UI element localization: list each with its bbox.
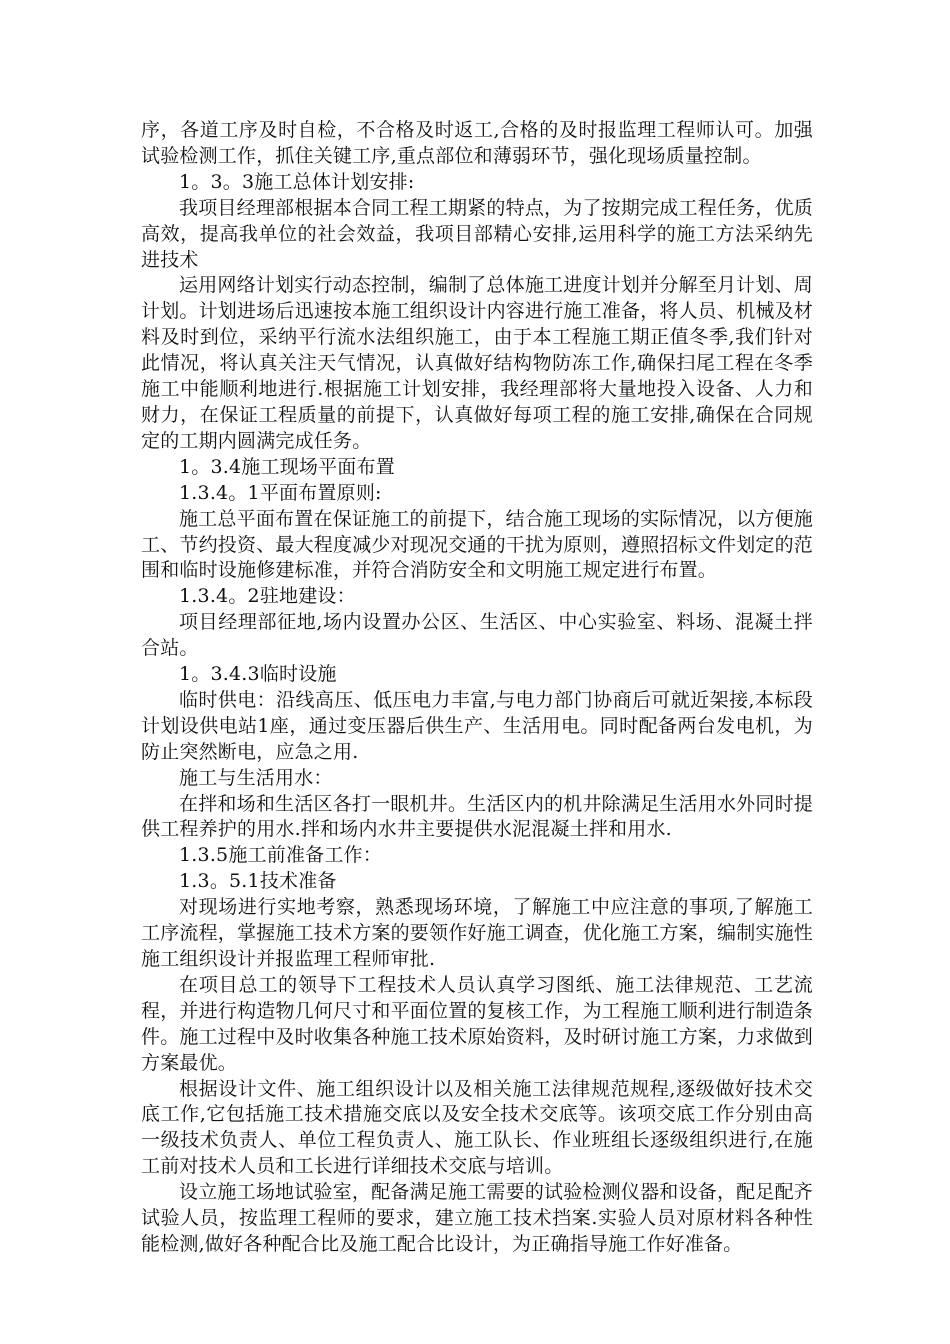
paragraph: 施工与生活用水：: [179, 766, 333, 789]
paragraph: 临时供电：沿线高压、低压电力丰富,与电力部门协商后可就近架接,本标段计划设供电站1座，通过变压器后供生产、生活用电。同时配备两台发电机，为防止突然断电，应急之用.: [141, 688, 813, 763]
section-heading: 1。3。3施工总体计划安排:: [179, 170, 415, 193]
document-body: [141, 118, 813, 1258]
paragraph: 施工总平面布置在保证施工的前提下，结合施工现场的实际情况，以方便施工、节约投资、最大程度减少对现况交通的干扰为原则，遵照招标文件划定的范围和临时设施修建标准，并符合消防安全和文明施工规定进行布置。: [141, 507, 814, 582]
paragraph: 在拌和场和生活区各打一眼机井。生活区内的机井除满足生活用水外同时提供工程养护的用水.拌和场内水井主要提供水泥混凝土拌和用水.: [141, 792, 813, 841]
section-heading: 1。3.4.3临时设施: [179, 663, 337, 686]
paragraph: 项目经理部征地,场内设置办公区、生活区、中心实验室、料场、混凝土拌合站。: [141, 611, 813, 660]
paragraph: 根据设计文件、施工组织设计以及相关施工法律规范规程,逐级做好技术交底工作,它包括施工技术措施交底以及安全技术交底等。该项交底工作分别由高一级技术负责人、单位工程负责人、施工队长、作业班组长逐级组织进行,在施工前对技术人员和工长进行详细技术交底与培训。: [141, 1077, 813, 1178]
paragraph: 序，各道工序及时自检，不合格及时返工,合格的及时报监理工程师认可。加强试验检测工作，抓住关键工序,重点部位和薄弱环节，强化现场质量控制。: [141, 119, 813, 167]
paragraph: 对现场进行实地考察，熟悉现场环境，了解施工中应注意的事项,了解施工工序流程，掌握施工技术方案的要领作好施工调查，优化施工方案，编制实施性施工组织设计并报监理工程师审批.: [141, 896, 814, 970]
paragraph: 运用网络计划实行动态控制，编制了总体施工进度计划并分解至月计划、周计划。计划进场后迅速按本施工组织设计内容进行施工准备，将人员、机械及材料及时到位，采纳平行流水法组织施工，由于本工程施工期正值冬季,我们针对此情况，将认真关注天气情况，认真做好结构物防冻工作,确保扫尾工程在冬季施工中能顺利地进行.根据施工计划安排，我经理部将大量地投入设备、人力和财力，在保证工程质量的前提下，认真做好每项工程的施工安排,确保在合同规定的工期内圆满完成任务。: [141, 274, 814, 452]
section-heading: 1.3.5施工前准备工作：: [179, 844, 382, 867]
section-heading: 1。3.4施工现场平面布置: [179, 455, 395, 478]
paragraph: 设立施工场地试验室，配备满足施工需要的试验检测仪器和设备，配足配齐试验人员，按监理工程师的要求，建立施工技术挡案.实验人员对原材料各种性能检测,做好各种配合比及施工配合比设计，为正确指导施工作好准备。: [141, 1181, 813, 1255]
section-heading: 1.3。5.1技术准备: [179, 870, 337, 893]
paragraph: 在项目总工的领导下工程技术人员认真学习图纸、施工法律规范、工艺流程，并进行构造物几何尺寸和平面位置的复核工作，为工程施工顺利进行制造条件。施工过程中及时收集各种施工技术原始资料，及时研讨施工方案，力求做到方案最优。: [141, 973, 814, 1074]
section-heading: 1.3.4。2驻地建设：: [179, 585, 356, 608]
section-heading: 1.3.4。1平面布置原则:: [179, 481, 382, 504]
paragraph: 我项目经理部根据本合同工程工期紧的特点，为了按期完成工程任务，优质高效，提高我单位的社会效益，我项目部精心安排,运用科学的施工方法采纳先进技术: [141, 196, 813, 271]
